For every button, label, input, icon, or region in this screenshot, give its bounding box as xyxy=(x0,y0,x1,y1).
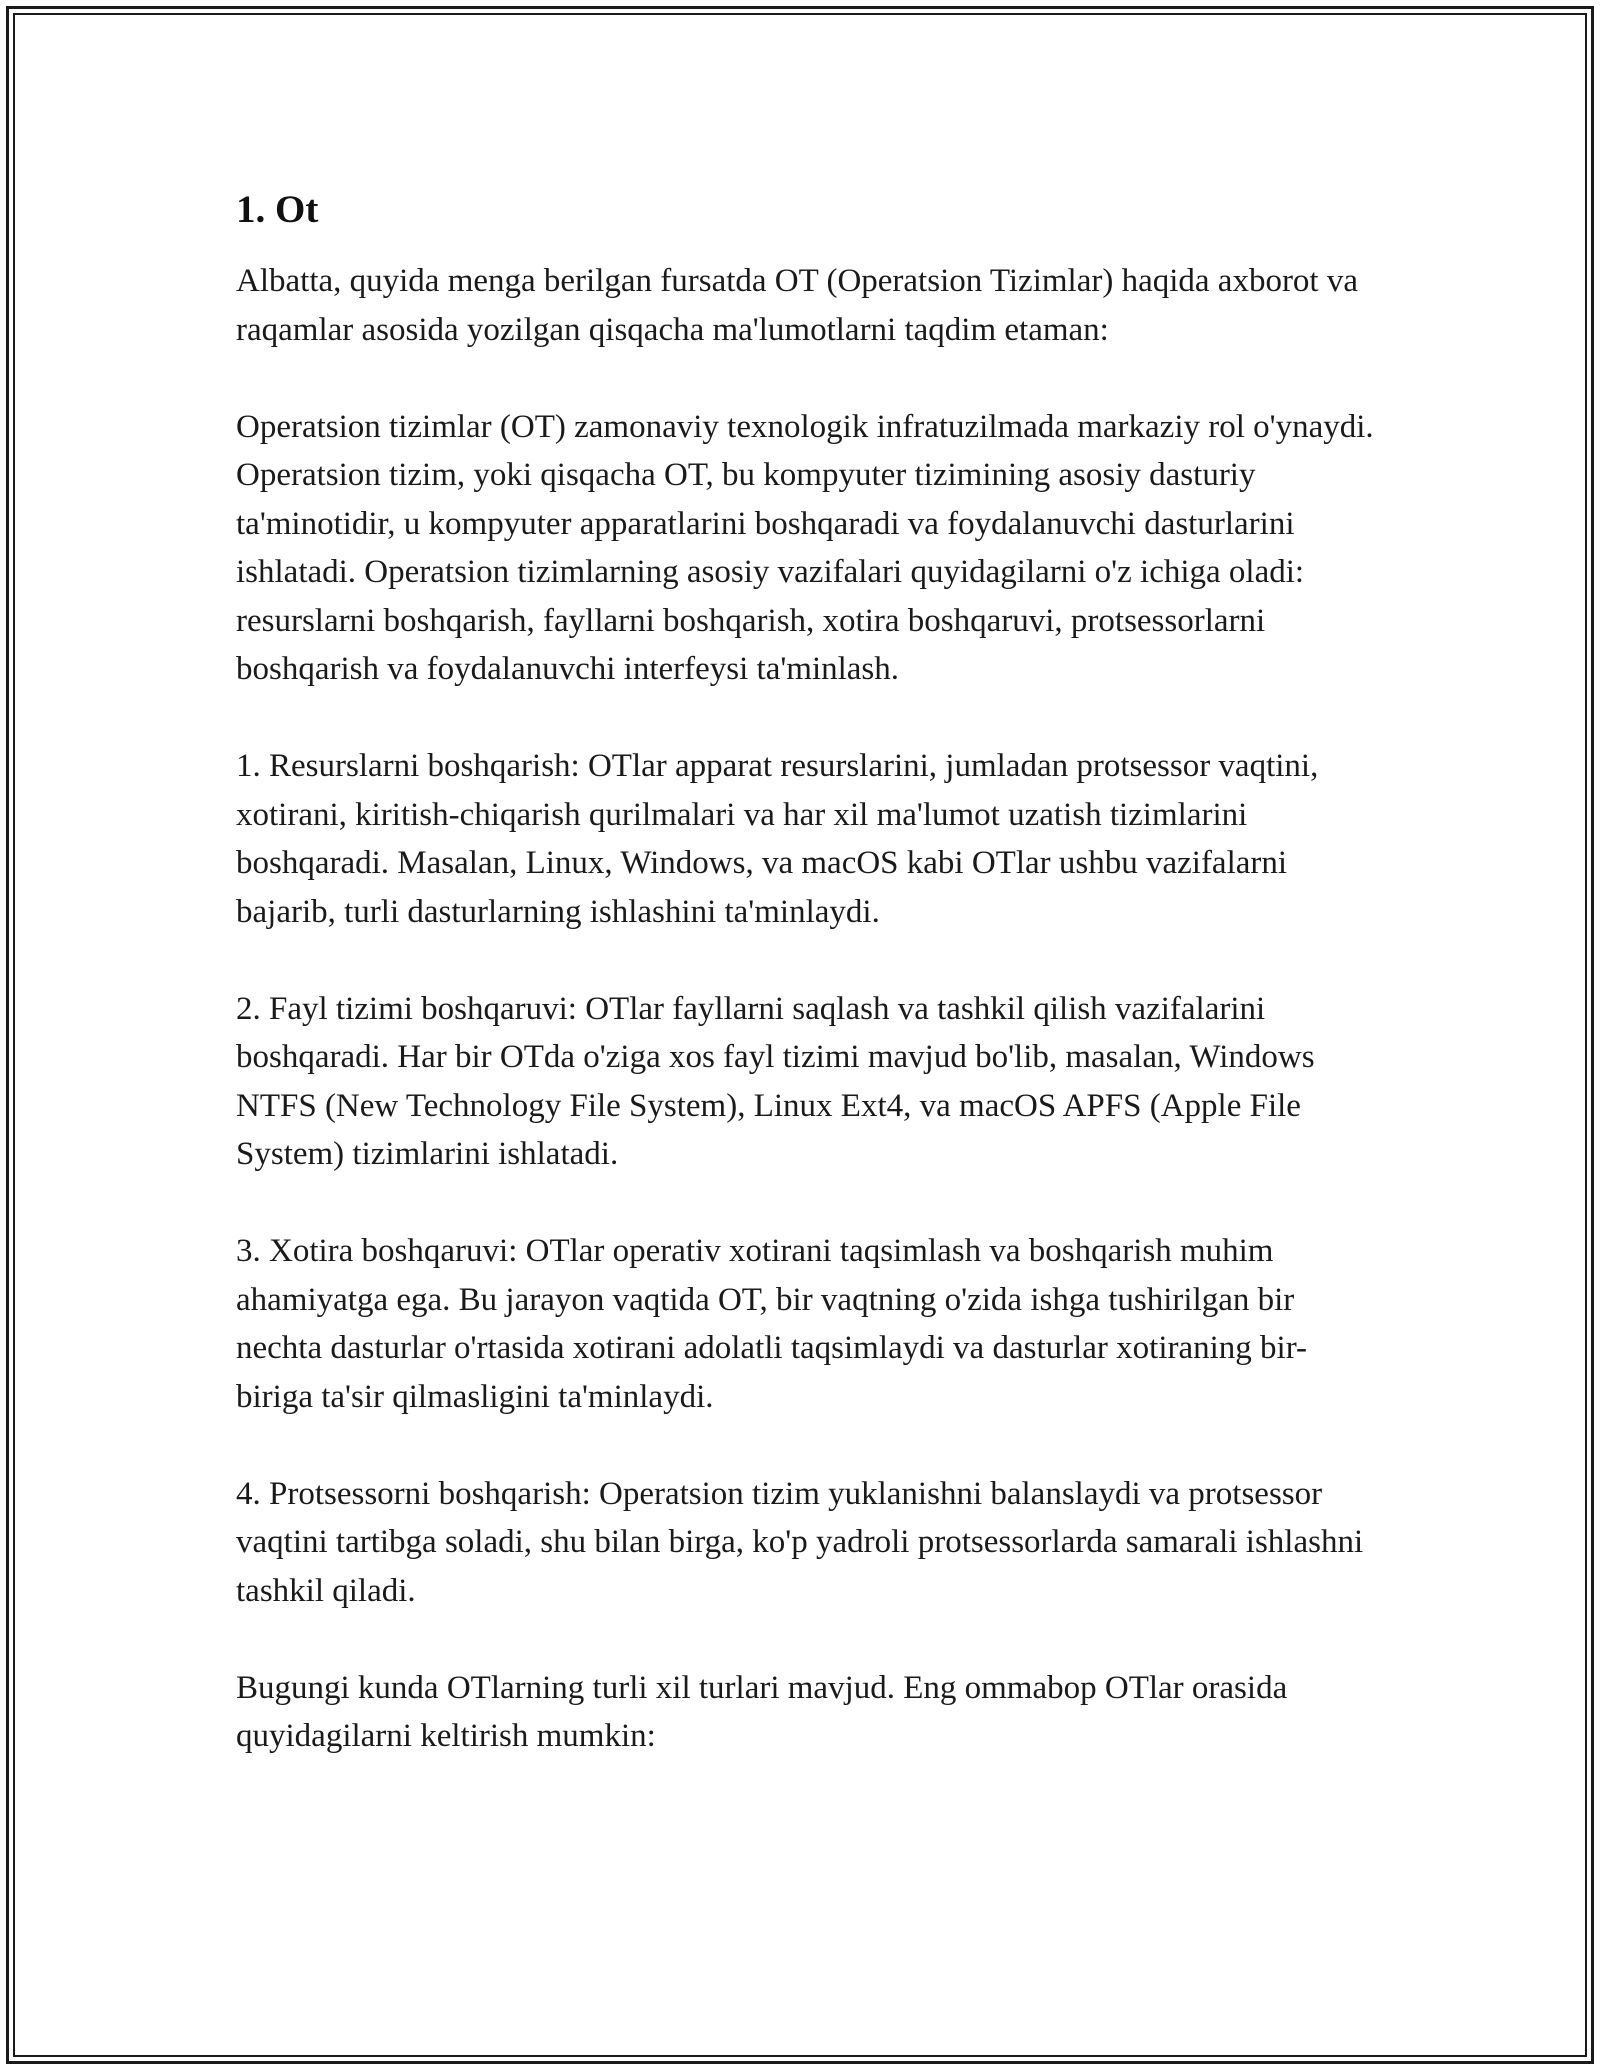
intro-paragraph: Albatta, quyida menga berilgan fursatda OT (Operatsion Tizimlar) haqida axborot va raqamlar asosida yozilgan qisqacha ma'lumotlarni taqdim etaman: xyxy=(236,263,1358,348)
overview-paragraph: Operatsion tizimlar (OT) zamonaviy texnologik infratuzilmada markaziy rol o'ynaydi. Operatsion tizim, yoki qisqacha OT, bu kompyuter tizimining asosiy dasturiy ta'minotidir, u kompyuter apparatlarini boshqaradi va foydalanuvchi dasturlarini ishlatadi. Operatsion tizimlarning asosiy vazifalari quyidagilarni o'z ichiga oladi: resurslarni boshqarish, fayllarni boshqarish, xotira boshqaruvi, protsessorlarni boshqarish va foydalanuvchi interfeysi ta'minlash. xyxy=(236,408,1374,687)
document-heading: 1. Ot xyxy=(236,188,319,231)
closing-paragraph: Bugungi kunda OTlarning turli xil turlari mavjud. Eng ommabop OTlar orasida quyidagilarni keltirish mumkin: xyxy=(236,1669,1288,1754)
file-system-paragraph: 2. Fayl tizimi boshqaruvi: OTlar fayllarni saqlash va tashkil qilish vazifalarini boshqaradi. Har bir OTda o'ziga xos fayl tizimi mavjud bo'lib, masalan, Windows NTFS (New Technology File System), Linux Ext4, va macOS APFS (Apple File System) tizimlarini ishlatadi. xyxy=(236,990,1315,1172)
resource-management-paragraph: 1. Resurslarni boshqarish: OTlar apparat resurslarini, jumladan protsessor vaqtini, xotirani, kiritish-chiqarish qurilmalari va har xil ma'lumot uzatish tizimlarini boshqaradi. Masalan, Linux, Windows, va macOS kabi OTlar ushbu vazifalarni bajarib, turli dasturlarning ishlashini ta'minlaydi. xyxy=(236,748,1319,930)
processor-management-paragraph: 4. Protsessorni boshqarish: Operatsion tizim yuklanishni balanslaydi va protsessor vaqtini tartibga soladi, shu bilan birga, ko'p yadroli protsessorlarda samarali ishlashni tashkil qiladi. xyxy=(236,1475,1364,1609)
memory-management-paragraph: 3. Xotira boshqaruvi: OTlar operativ xotirani taqsimlash va boshqarish muhim ahamiyatga ega. Bu jarayon vaqtida OT, bir vaqtning o'zida ishga tushirilgan bir nechta dasturlar o'rtasida xotirani adolatli taqsimlaydi va dasturlar xotiraning bir-biriga ta'sir qilmasligini ta'minlaydi. xyxy=(236,1233,1308,1415)
document-body xyxy=(236,185,1376,1809)
